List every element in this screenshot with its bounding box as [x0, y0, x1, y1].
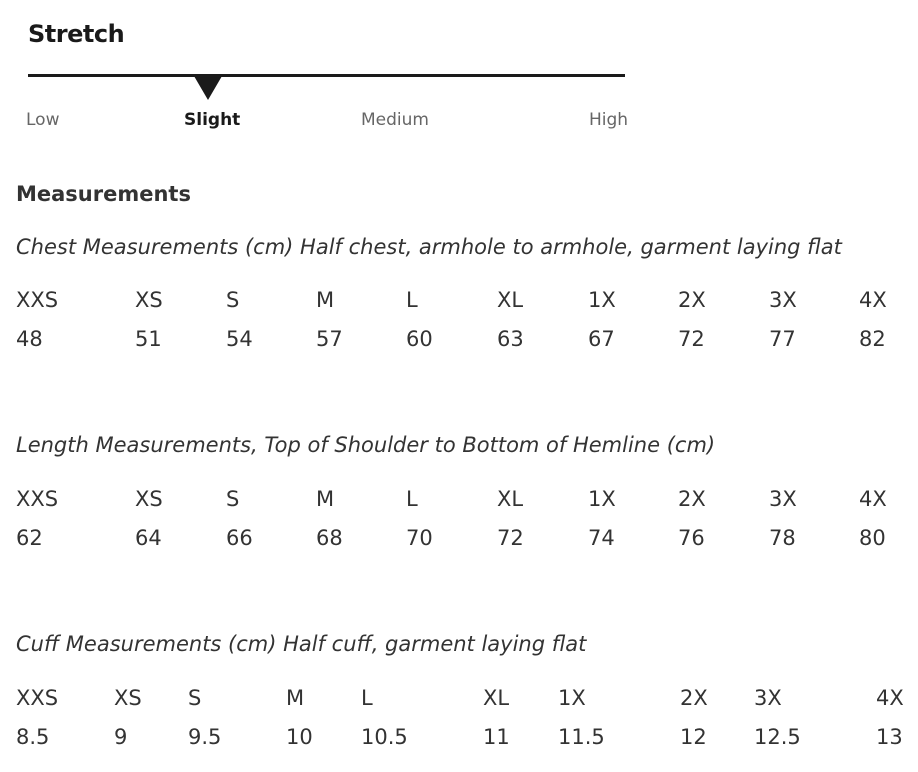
chest-size-value: 51 [135, 327, 162, 351]
length-size-label: M [316, 487, 335, 511]
length-size-value: 76 [678, 526, 705, 550]
cuff-size-label: M [286, 686, 305, 710]
cuff-size-value: 10 [286, 725, 313, 749]
length-size-value: 70 [406, 526, 433, 550]
chest-size-label: L [406, 288, 418, 312]
cuff-size-label: L [361, 686, 373, 710]
stretch-title: Stretch [28, 20, 125, 48]
chest-size-label: S [226, 288, 240, 312]
cuff-size-value: 11 [483, 725, 510, 749]
chest-size-value: 60 [406, 327, 433, 351]
chest-size-value: 67 [588, 327, 615, 351]
cuff-caption: Cuff Measurements (cm) Half cuff, garment laying flat [16, 632, 587, 656]
stretch-level-high: High [589, 110, 629, 130]
chest-size-label: XXS [16, 288, 59, 312]
cuff-size-label: 2X [680, 686, 708, 710]
stretch-scale-line [28, 74, 625, 77]
cuff-size-label: 4X [876, 686, 904, 710]
cuff-size-value: 10.5 [361, 725, 408, 749]
chest-size-value: 63 [497, 327, 524, 351]
length-size-label: 2X [678, 487, 706, 511]
cuff-size-label: S [188, 686, 202, 710]
length-size-value: 64 [135, 526, 162, 550]
cuff-size-label: 3X [754, 686, 782, 710]
chest-size-label: 2X [678, 288, 706, 312]
cuff-size-value: 13 [876, 725, 903, 749]
stretch-level-low: Low [26, 110, 60, 130]
cuff-size-label: XS [114, 686, 142, 710]
chest-size-value: 72 [678, 327, 705, 351]
cuff-size-label: 1X [558, 686, 586, 710]
chest-size-value: 77 [769, 327, 796, 351]
chest-size-label: XS [135, 288, 163, 312]
length-size-label: 1X [588, 487, 616, 511]
cuff-size-value: 12 [680, 725, 707, 749]
length-size-label: XL [497, 487, 524, 511]
cuff-size-value: 9 [114, 725, 128, 749]
chest-size-label: M [316, 288, 335, 312]
length-size-value: 72 [497, 526, 524, 550]
stretch-level-slight: Slight [184, 110, 241, 130]
chest-size-value: 82 [859, 327, 886, 351]
length-caption: Length Measurements, Top of Shoulder to Bottom of Hemline (cm) [16, 433, 716, 457]
chest-caption: Chest Measurements (cm) Half chest, armhole to armhole, garment laying flat [16, 235, 842, 259]
length-size-label: S [226, 487, 240, 511]
measurements-heading: Measurements [16, 182, 191, 206]
chest-size-label: XL [497, 288, 524, 312]
chest-size-value: 54 [226, 327, 253, 351]
length-size-label: 3X [769, 487, 797, 511]
chest-size-label: 3X [769, 288, 797, 312]
cuff-size-value: 12.5 [754, 725, 801, 749]
length-size-label: XS [135, 487, 163, 511]
chest-size-label: 4X [859, 288, 887, 312]
length-size-value: 62 [16, 526, 43, 550]
cuff-size-label: XXS [16, 686, 59, 710]
length-size-label: 4X [859, 487, 887, 511]
stretch-marker-icon [194, 76, 222, 100]
chest-size-value: 48 [16, 327, 43, 351]
cuff-size-value: 9.5 [188, 725, 222, 749]
length-size-value: 78 [769, 526, 796, 550]
length-size-value: 80 [859, 526, 886, 550]
length-size-value: 66 [226, 526, 253, 550]
chest-size-value: 57 [316, 327, 343, 351]
stretch-level-medium: Medium [361, 110, 429, 130]
chest-size-label: 1X [588, 288, 616, 312]
length-size-value: 68 [316, 526, 343, 550]
length-size-label: L [406, 487, 418, 511]
cuff-size-value: 11.5 [558, 725, 605, 749]
cuff-size-value: 8.5 [16, 725, 50, 749]
length-size-label: XXS [16, 487, 59, 511]
cuff-size-label: XL [483, 686, 510, 710]
length-size-value: 74 [588, 526, 615, 550]
